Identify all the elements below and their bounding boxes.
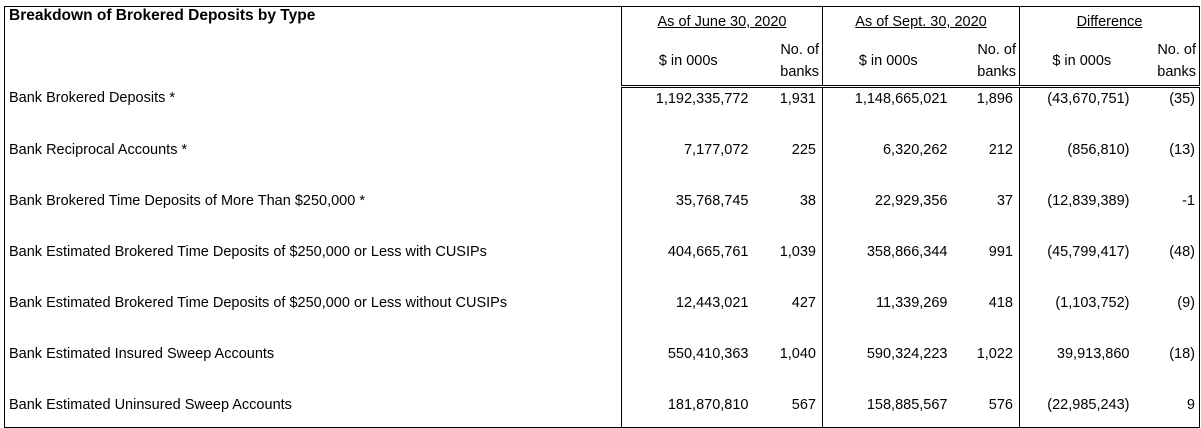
diff-count-cell: (48) bbox=[1144, 241, 1200, 292]
row-label: Bank Estimated Uninsured Sweep Accounts bbox=[5, 394, 622, 428]
sept-count-cell: 991 bbox=[988, 244, 1013, 260]
june-count-cell: 567 bbox=[755, 394, 823, 428]
diff-count-cell: -1 bbox=[1144, 190, 1200, 241]
sept-count-cell: 418 bbox=[988, 295, 1013, 311]
diff-count-cell: (13) bbox=[1144, 139, 1200, 190]
table-row bbox=[5, 343, 1200, 394]
june-amount-header: $ in 000s bbox=[622, 37, 755, 87]
june-count-cell: 38 bbox=[799, 193, 816, 209]
sept-count-cell: 37 bbox=[996, 193, 1013, 209]
sept-count-cell: 212 bbox=[988, 142, 1013, 158]
table-row bbox=[5, 241, 1200, 292]
row-label: Bank Brokered Deposits * bbox=[5, 87, 622, 140]
sept-amount-cell: 590,324,223 bbox=[823, 343, 954, 394]
june-count-header: No. of banks bbox=[755, 37, 823, 87]
june-amount-cell: 181,870,810 bbox=[622, 394, 755, 428]
group-header-sept: As of Sept. 30, 2020 bbox=[823, 7, 1020, 38]
june-amount-cell: 1,192,335,772 bbox=[622, 87, 755, 140]
table-row bbox=[5, 292, 1200, 343]
sept-amount-cell: 1,148,665,021 bbox=[823, 87, 954, 140]
table-title: Breakdown of Brokered Deposits by Type bbox=[5, 7, 622, 87]
group-header-difference: Difference bbox=[1020, 7, 1200, 38]
sept-amount-cell: 11,339,269 bbox=[823, 292, 954, 343]
diff-amount-cell: (22,985,243) bbox=[1020, 394, 1144, 428]
row-label: Bank Estimated Brokered Time Deposits of $250,000 or Less without CUSIPs bbox=[5, 292, 622, 343]
june-count-cell: 1,039 bbox=[779, 244, 816, 260]
brokered-deposits-table bbox=[4, 6, 1200, 428]
june-amount-cell: 35,768,745 bbox=[622, 190, 755, 241]
diff-count-cell: (35) bbox=[1144, 87, 1200, 140]
sept-amount-cell: 22,929,356 bbox=[823, 190, 954, 241]
diff-amount-cell: (43,670,751) bbox=[1020, 87, 1144, 140]
table-row bbox=[5, 190, 1200, 241]
june-count-cell: 1,040 bbox=[779, 346, 816, 362]
sept-count-cell: 1,022 bbox=[976, 346, 1013, 362]
sept-amount-cell: 358,866,344 bbox=[823, 241, 954, 292]
diff-amount-cell: (12,839,389) bbox=[1020, 190, 1144, 241]
row-label: Bank Brokered Time Deposits of More Than $250,000 * bbox=[5, 190, 622, 241]
sept-count-cell: 576 bbox=[954, 394, 1020, 428]
group-header-june: As of June 30, 2020 bbox=[622, 7, 823, 38]
diff-amount-cell: 39,913,860 bbox=[1020, 343, 1144, 394]
table-row bbox=[5, 87, 1200, 140]
diff-count-header: No. of banks bbox=[1144, 37, 1200, 87]
sept-amount-cell: 158,885,567 bbox=[823, 394, 954, 428]
june-count-cell: 427 bbox=[791, 295, 816, 311]
diff-amount-cell: (1,103,752) bbox=[1020, 292, 1144, 343]
sept-count-header: No. of banks bbox=[954, 37, 1020, 87]
row-label: Bank Estimated Insured Sweep Accounts bbox=[5, 343, 622, 394]
row-label: Bank Reciprocal Accounts * bbox=[5, 139, 622, 190]
table-row bbox=[5, 394, 1200, 428]
june-count-cell: 225 bbox=[791, 142, 816, 158]
sept-amount-header: $ in 000s bbox=[823, 37, 954, 87]
diff-count-cell: (9) bbox=[1144, 292, 1200, 343]
june-amount-cell: 550,410,363 bbox=[622, 343, 755, 394]
diff-amount-header: $ in 000s bbox=[1020, 37, 1144, 87]
sept-amount-cell: 6,320,262 bbox=[823, 139, 954, 190]
diff-count-cell: 9 bbox=[1144, 394, 1200, 428]
sept-count-cell: 1,896 bbox=[976, 91, 1013, 107]
june-count-cell: 1,931 bbox=[779, 91, 816, 107]
row-label: Bank Estimated Brokered Time Deposits of $250,000 or Less with CUSIPs bbox=[5, 241, 622, 292]
june-amount-cell: 12,443,021 bbox=[622, 292, 755, 343]
june-amount-cell: 7,177,072 bbox=[622, 139, 755, 190]
diff-amount-cell: (45,799,417) bbox=[1020, 241, 1144, 292]
table-row bbox=[5, 139, 1200, 190]
diff-amount-cell: (856,810) bbox=[1020, 139, 1144, 190]
june-amount-cell: 404,665,761 bbox=[622, 241, 755, 292]
diff-count-cell: (18) bbox=[1144, 343, 1200, 394]
